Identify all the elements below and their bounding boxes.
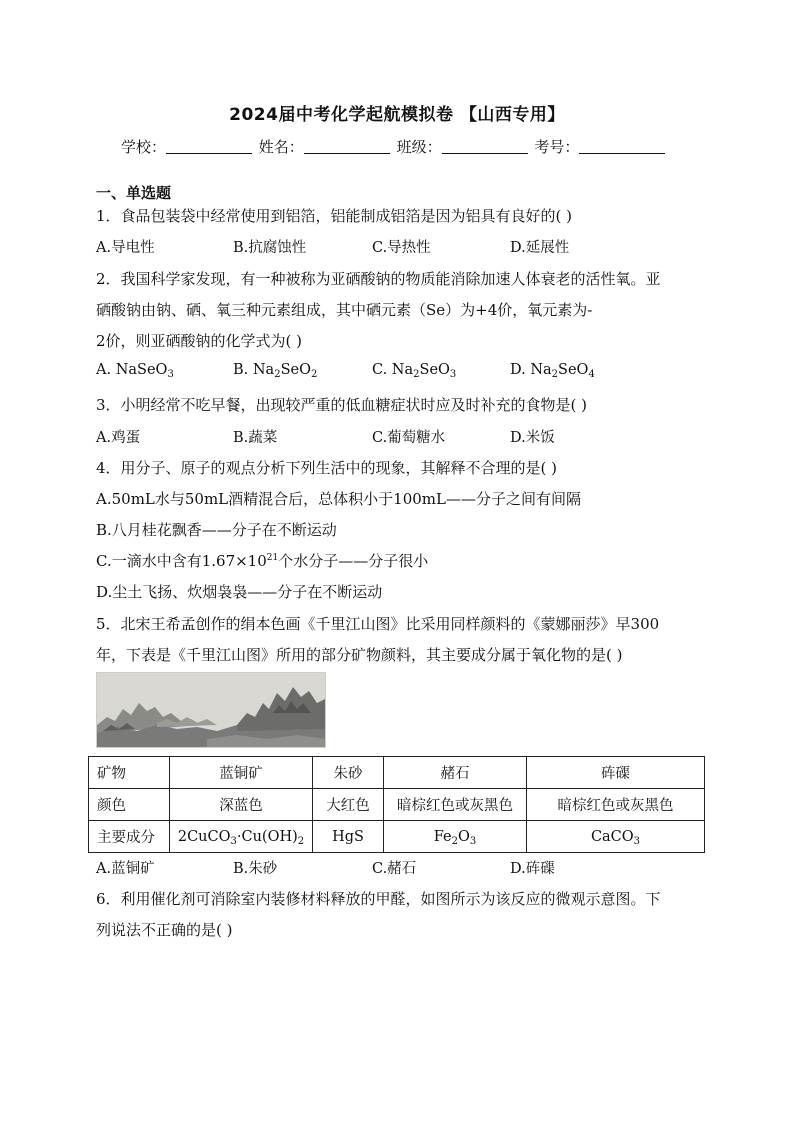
question-3-text: 3．小明经常不吃早餐，出现较严重的低血糖症状时应及时补充的食物是( ) <box>96 396 588 414</box>
table-row <box>89 821 705 853</box>
question-6-line-2: 列说法不正确的是( ) <box>96 921 233 939</box>
table-cell: 朱砂 <box>313 757 384 789</box>
class-field[interactable] <box>442 139 528 154</box>
table-cell: 深蓝色 <box>170 789 313 821</box>
table-cell: $Fe_2O_3$ <box>384 821 527 853</box>
table-cell: 砗磲 <box>527 757 705 789</box>
student-info-row <box>121 136 667 157</box>
question-3-option-c[interactable]: C.葡萄糖水 <box>372 430 446 446</box>
table-cell: CaCO$_3$ <box>527 821 705 853</box>
question-3-option-d[interactable]: D.米饭 <box>510 430 555 446</box>
question-4-option-a[interactable]: A.50mL水与50mL酒精混合后，总体积小于100mL——分子之间有间隔 <box>96 490 581 508</box>
question-5-line-2: 年，下表是《千里江山图》所用的部分矿物颜料，其主要成分属于氧化物的是( ) <box>96 646 623 664</box>
table-cell: $2CuCO_3\cdot Cu(OH)_2$ <box>170 821 313 853</box>
school-label: 学校： <box>121 138 167 156</box>
table-cell: 暗棕红色或灰黑色 <box>527 789 705 821</box>
question-5-option-c[interactable]: C.赭石 <box>372 861 417 877</box>
question-2-line-2: 硒酸钠由钠、硒、氧三种元素组成，其中硒元素（Se）为+4价，氧元素为- <box>96 301 593 319</box>
table-header-cell: 颜色 <box>89 789 170 821</box>
table-cell: 蓝铜矿 <box>170 757 313 789</box>
question-5-option-d[interactable]: D.砗磲 <box>510 861 555 877</box>
mineral-pigment-table <box>88 756 705 853</box>
landscape-painting-image <box>96 672 326 748</box>
question-1-option-a[interactable]: A.导电性 <box>96 240 155 256</box>
question-5-option-a[interactable]: A.蓝铜矿 <box>96 861 155 877</box>
question-4-option-b[interactable]: B.八月桂花飘香——分子在不断运动 <box>96 521 337 539</box>
question-4-option-c[interactable]: C.一滴水中含有$1.67\times 10^{21}$个水分子——分子很小 <box>96 552 429 570</box>
landscape-painting-illustration <box>97 673 325 747</box>
table-cell: HgS <box>313 821 384 853</box>
page-title: 2024届中考化学起航模拟卷 【山西专用】 <box>229 105 565 125</box>
question-2-option-a[interactable]: A. NaSeO$_3$ <box>96 362 174 380</box>
question-3-option-a[interactable]: A.鸡蛋 <box>96 430 141 446</box>
school-field[interactable] <box>166 139 252 154</box>
question-6-line-1: 6．利用催化剂可消除室内装修材料释放的甲醛，如图所示为该反应的微观示意图。下 <box>96 890 661 908</box>
question-1-option-b[interactable]: B.抗腐蚀性 <box>233 240 307 256</box>
class-label: 班级： <box>396 138 442 156</box>
section-heading: 一、单选题 <box>96 184 172 202</box>
question-1-option-c[interactable]: C.导热性 <box>372 240 431 256</box>
question-1-option-d[interactable]: D.延展性 <box>510 240 570 256</box>
name-field[interactable] <box>304 139 390 154</box>
table-cell: 赭石 <box>384 757 527 789</box>
question-1-text: 1．食品包装袋中经常使用到铝箔，铝能制成铝箔是因为铝具有良好的( ) <box>96 207 573 225</box>
question-2-option-b[interactable]: B. $Na_2SeO_2$ <box>233 362 318 380</box>
question-2-option-c[interactable]: C. $Na_2SeO_3$ <box>372 362 457 380</box>
table-header-cell: 主要成分 <box>89 821 170 853</box>
table-cell: 暗棕红色或灰黑色 <box>384 789 527 821</box>
question-2-option-d[interactable]: D. $Na_2SeO_4$ <box>510 362 595 380</box>
table-row <box>89 789 705 821</box>
table-row <box>89 757 705 789</box>
question-3-option-b[interactable]: B.蔬菜 <box>233 430 278 446</box>
question-2-line-1: 2．我国科学家发现，有一种被称为亚硒酸钠的物质能消除加速人体衰老的活性氧。亚 <box>96 270 661 288</box>
question-4-text: 4．用分子、原子的观点分析下列生活中的现象，其解释不合理的是( ) <box>96 459 558 477</box>
table-header-cell: 矿物 <box>89 757 170 789</box>
name-label: 姓名： <box>258 138 304 156</box>
exam-number-field[interactable] <box>579 139 665 154</box>
question-4-option-d[interactable]: D.尘土飞扬、炊烟袅袅——分子在不断运动 <box>96 583 383 601</box>
table-cell: 大红色 <box>313 789 384 821</box>
question-5-line-1: 5．北宋王希孟创作的绢本色画《千里江山图》比采用同样颜料的《蒙娜丽莎》早300 <box>96 615 660 633</box>
exam-number-label: 考号： <box>534 138 580 156</box>
question-2-line-3: 2价，则亚硒酸钠的化学式为( ) <box>96 332 303 350</box>
question-5-option-b[interactable]: B.朱砂 <box>233 861 278 877</box>
